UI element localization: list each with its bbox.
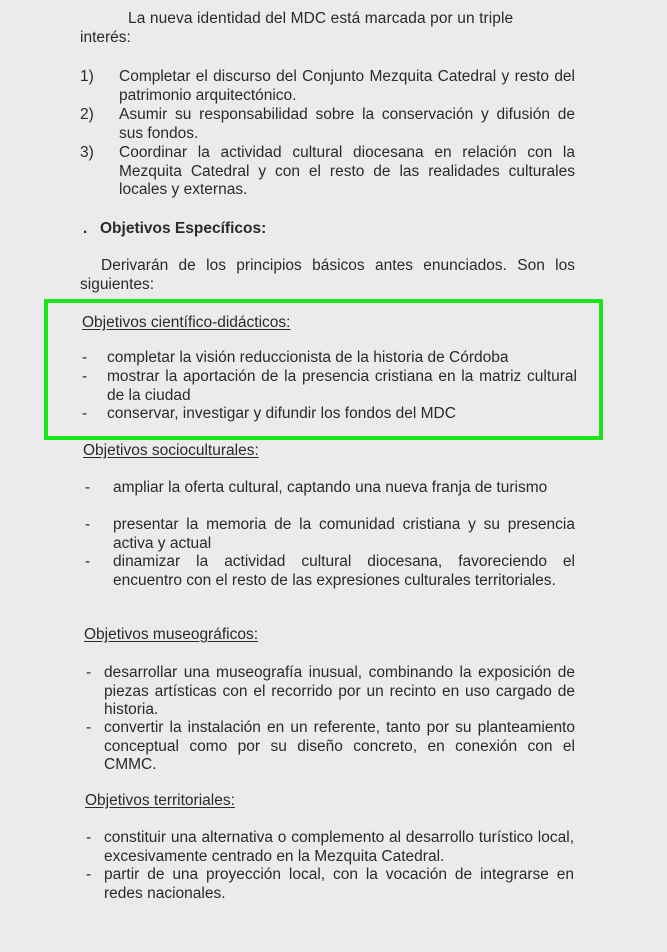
section-heading: Objetivos Específicos: <box>100 220 267 237</box>
dash-bullet: - <box>85 553 91 570</box>
intro-line-1: La nueva identidad del MDC está marcada por un triple <box>128 10 514 27</box>
dash-bullet: - <box>85 516 91 533</box>
list-item: presentar la memoria de la comunidad cristiana y su presencia activa y actual <box>113 516 575 552</box>
list-item: Asumir su responsabilidad sobre la conservación y difusión de sus fondos. <box>119 106 575 142</box>
list-item: completar la visión reduccionista de la historia de Córdoba <box>107 349 509 366</box>
dash-bullet: - <box>86 719 92 736</box>
intro-line-2: interés: <box>80 29 131 46</box>
list-item: partir de una proyección local, con la vocación de integrarse en redes nacionales. <box>104 866 574 902</box>
list-item: Completar el discurso del Conjunto Mezquita Catedral y resto del patrimonio arquitectónico. <box>119 68 575 104</box>
dash-bullet: - <box>86 829 92 846</box>
dash-bullet: - <box>86 866 92 883</box>
list-item: dinamizar la actividad cultural diocesana, favoreciendo el encuentro con el resto de las expresiones culturales territoriales. <box>113 553 575 589</box>
section-intro: Derivarán de los principios básicos antes enunciados. Son los siguientes: <box>80 257 575 293</box>
list-item: mostrar la aportación de la presencia cristiana en la matriz cultural de la ciudad <box>107 368 577 404</box>
list-number: 2) <box>80 106 94 123</box>
list-number: 3) <box>80 144 94 161</box>
section-title: Objetivos científico-didácticos: <box>82 314 291 331</box>
section-title: Objetivos socioculturales: <box>83 442 259 459</box>
section-title: Objetivos museográficos: <box>84 626 259 643</box>
list-item: conservar, investigar y difundir los fondos del MDC <box>107 405 456 422</box>
dash-bullet: - <box>82 405 88 422</box>
dash-bullet: - <box>85 479 91 496</box>
list-item: ampliar la oferta cultural, captando una nueva franja de turismo <box>113 479 548 496</box>
list-item: desarrollar una museografía inusual, combinando la exposición de piezas artísticas con el recorrido por un recinto en uso cargado de historia. <box>104 664 575 719</box>
dash-bullet: - <box>86 664 92 681</box>
list-item: convertir la instalación en un referente, tanto por su planteamiento conceptual como por su diseño concreto, en conexión con el CMMC. <box>104 719 575 774</box>
dash-bullet: - <box>82 349 88 366</box>
list-number: 1) <box>80 68 94 85</box>
list-item: constituir una alternativa o complemento al desarrollo turístico local, excesivamente centrado en la Mezquita Catedral. <box>104 829 574 865</box>
list-item: Coordinar la actividad cultural diocesana en relación con la Mezquita Catedral y con el resto de las realidades culturales locales y externas. <box>119 144 575 199</box>
dash-bullet: - <box>82 368 88 385</box>
section-title: Objetivos territoriales: <box>85 792 235 809</box>
heading-bullet: . <box>83 220 88 237</box>
